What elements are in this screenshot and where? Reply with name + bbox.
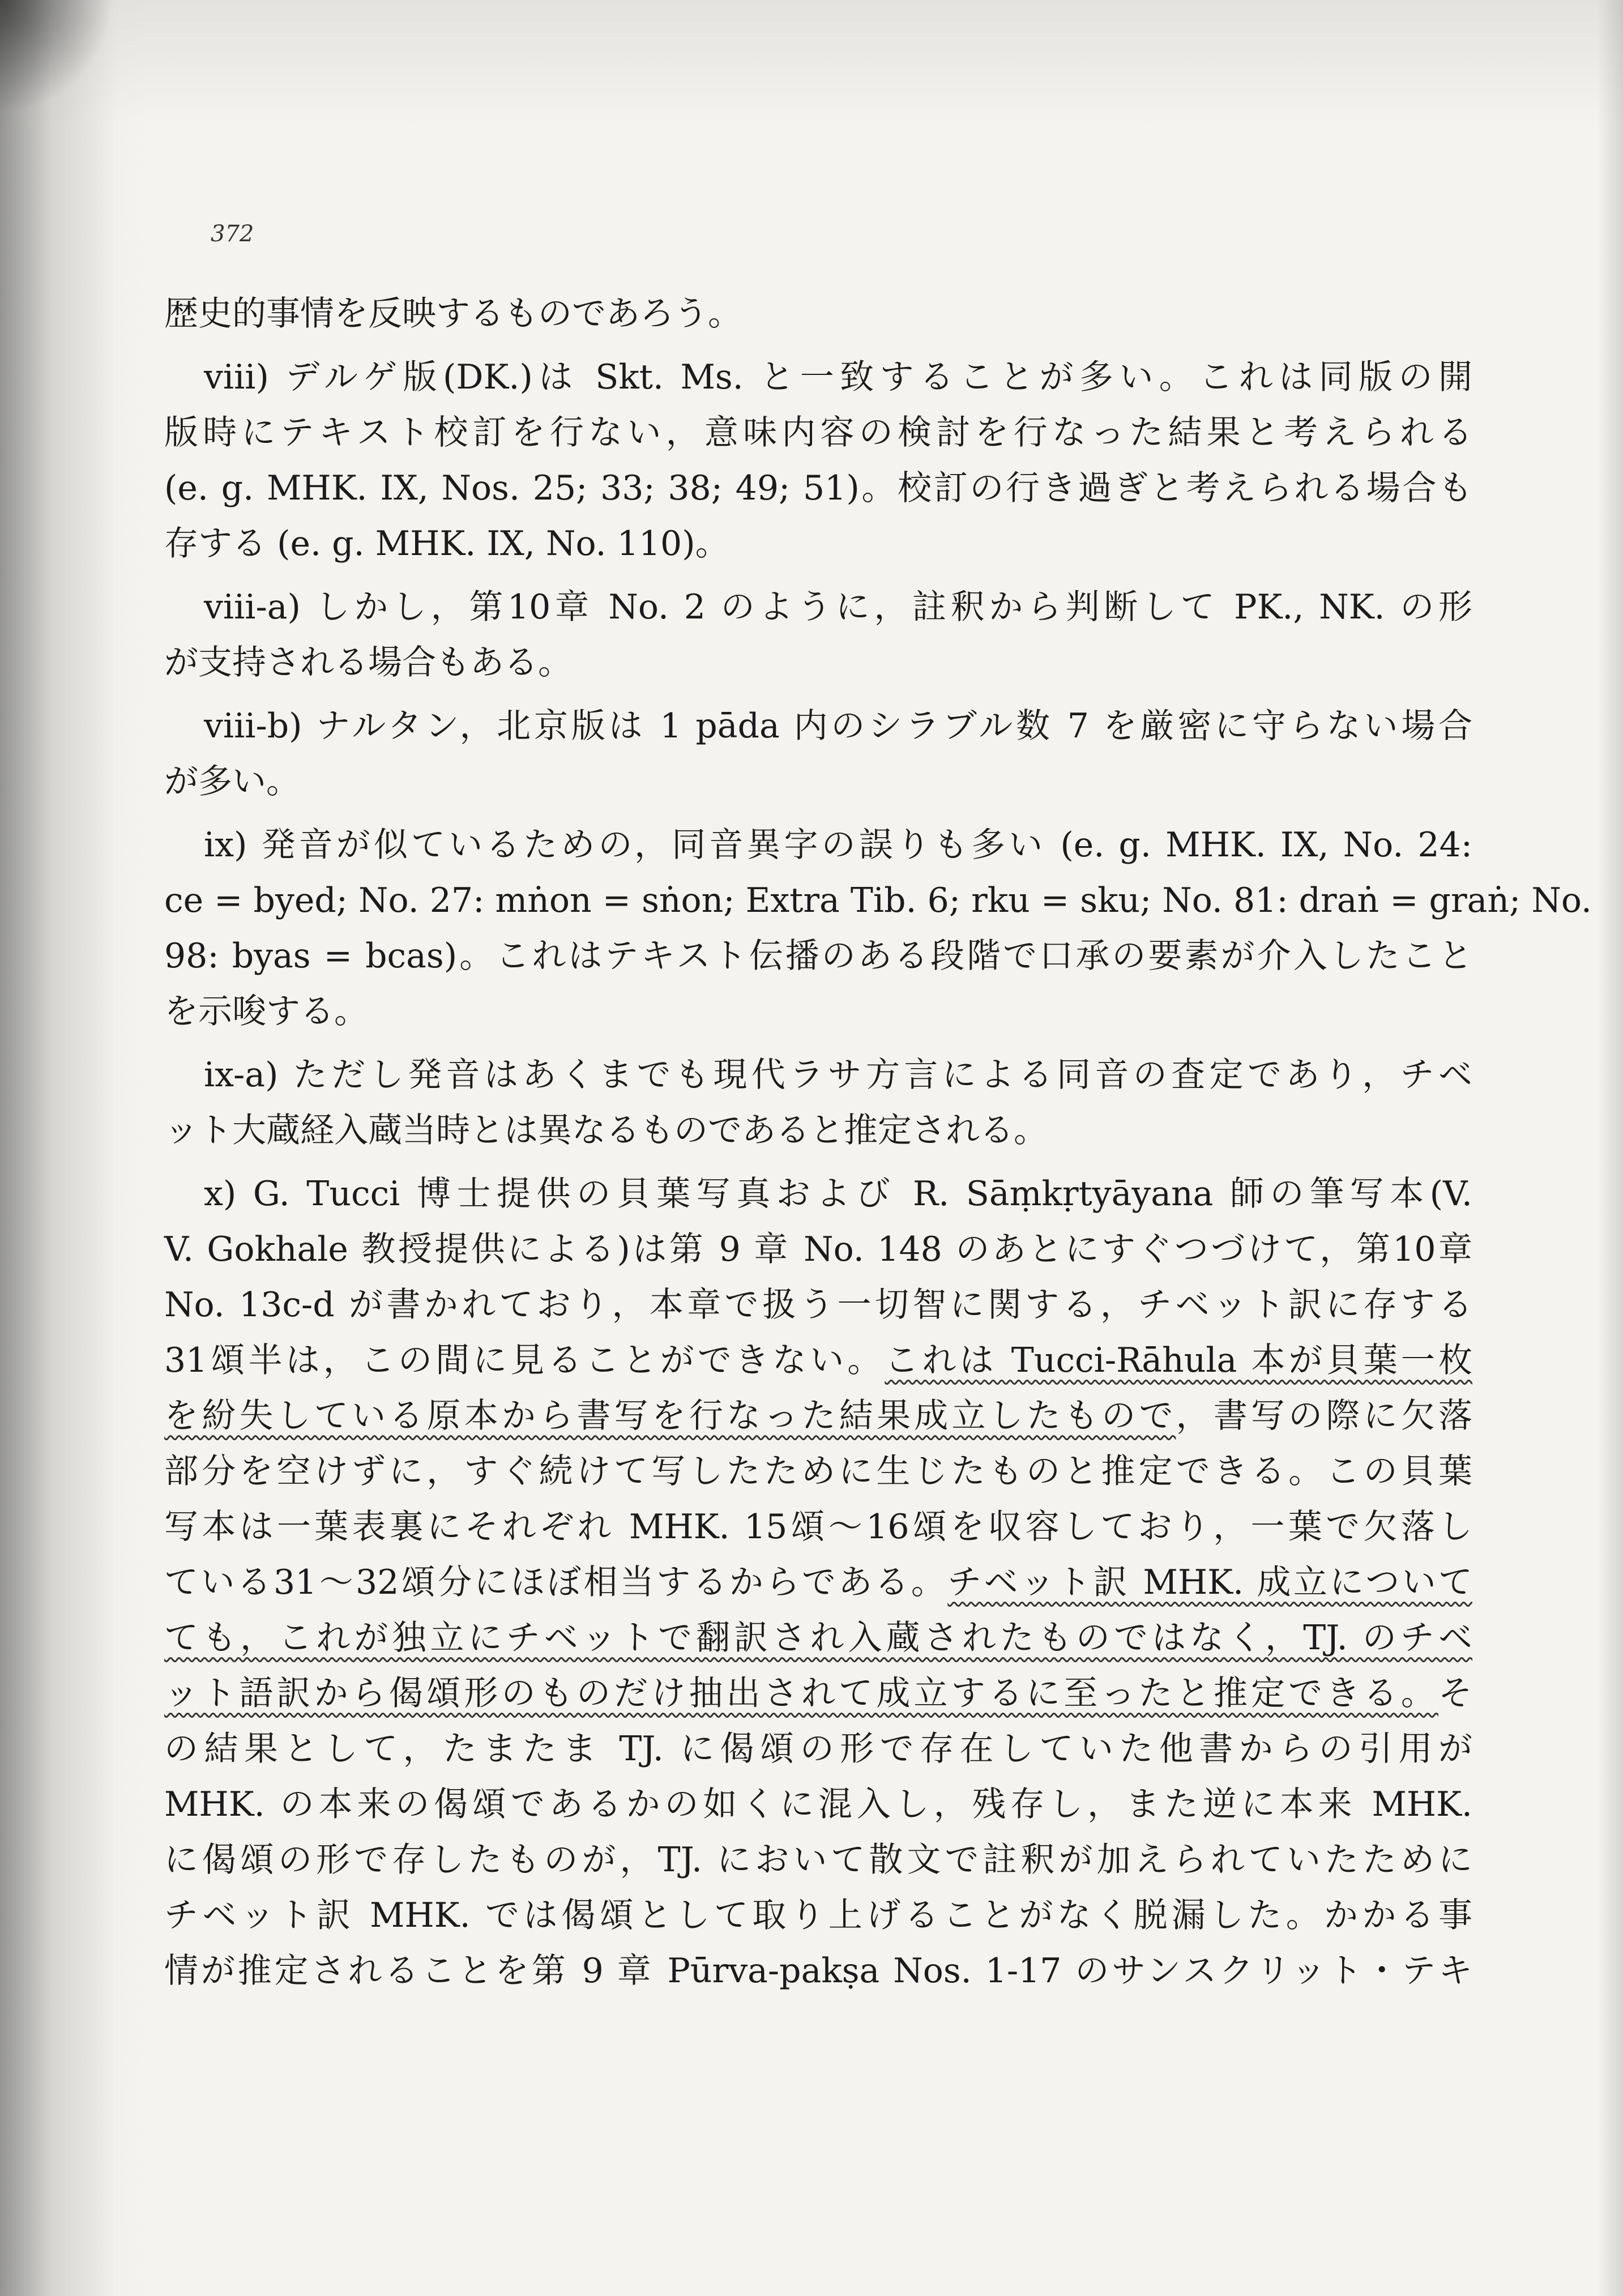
- text-line: [164, 1333, 1472, 1388]
- text-line: ット大蔵経入蔵当時とは異なるものであると推定される。: [164, 1111, 1048, 1150]
- text-line: 存する (e. g. MHK. IX, No. 110)。: [164, 524, 729, 564]
- text-line: を示唆する。: [164, 992, 368, 1031]
- text-line: 版時にテキスト校訂を行ない，意味内容の検討を行なった結果と考えられる: [164, 413, 1472, 453]
- text-line: [164, 1388, 1472, 1444]
- underlined-segment: チベット訳 MHK. 成立について: [947, 1563, 1472, 1602]
- text-line: の結果として，たまたま TJ. に偈頌の形で存在していた他書からの引用が: [164, 1729, 1472, 1769]
- text-line: viii-b) ナルタン，北京版は 1 pāda 内のシラブル数 7 を厳密に守らない場合: [204, 706, 1472, 746]
- text-line: が支持される場合もある。: [164, 643, 572, 682]
- text-line: [164, 1666, 1472, 1721]
- underlined-segment: ても，これが独立にチベットで翻訳され入蔵されたものではなく，TJ. のチベ: [164, 1618, 1472, 1658]
- scan-edge-right: [1597, 0, 1623, 2296]
- text-line: MHK. の本来の偈頌であるかの如くに混入し，残存し，また逆に本来 MHK.: [164, 1785, 1472, 1824]
- text-line: チベット訳 MHK. では偈頌として取り上げることがなく脱漏した。かかる事: [164, 1896, 1472, 1935]
- text-line: viii-a) しかし，第10章 No. 2 のように，註釈から判断して PK., NK. の形: [204, 587, 1472, 627]
- text-line: [164, 1610, 1472, 1666]
- underlined-segment: を紛失している原本から書写を行なった結果成立したもので: [164, 1396, 1176, 1436]
- plain-segment: そ: [1438, 1674, 1472, 1713]
- text-line: viii) デルゲ版(DK.)は Skt. Ms. と一致することが多い。これは同版の開: [204, 357, 1472, 397]
- text-line: 98: byas = bcas)。これはテキスト伝播のある段階で口承の要素が介入したこと: [164, 936, 1472, 976]
- text-body: [164, 286, 1592, 1999]
- text-line: に偈頌の形で存したものが，TJ. において散文で註釈が加えられていたために: [164, 1840, 1472, 1880]
- text-line: 情が推定されることを第 9 章 Pūrva-pakṣa Nos. 1-17 のサンスクリット・テキ: [164, 1951, 1472, 1991]
- plain-segment: ている31〜32頌分にほぼ相当するからである。: [164, 1563, 948, 1602]
- text-line: ix-a) ただし発音はあくまでも現代ラサ方言による同音の査定であり，チベ: [204, 1055, 1472, 1095]
- text-line: No. 13c-d が書かれており，本章で扱う一切智に関する，チベット訳に存する: [164, 1285, 1472, 1325]
- scan-shadow-left: [0, 0, 147, 2296]
- underlined-segment: ット語訳から偈頌形のものだけ抽出されて成立するに至ったと推定できる。: [164, 1674, 1438, 1713]
- text-line: V. Gokhale 教授提供による)は第 9 章 No. 148 のあとにすぐつづけて，第10章: [164, 1230, 1472, 1269]
- text-line: 歴史的事情を反映するものであろう。: [164, 294, 742, 334]
- text-line: ce = byed; No. 27: mṅon = sṅon; Extra Tib. 6; rku = sku; No. 81: draṅ = graṅ; No.: [164, 881, 1592, 920]
- scan-shadow-corner: [0, 0, 113, 113]
- text-line: [164, 1555, 1472, 1610]
- text-line: (e. g. MHK. IX, Nos. 25; 33; 38; 49; 51)。校訂の行き過ぎと考えられる場合も: [164, 468, 1472, 508]
- plain-segment: ，書写の際に欠落: [1176, 1396, 1472, 1436]
- text-line: ix) 発音が似ているための，同音異字の誤りも多い (e. g. MHK. IX, No. 24:: [204, 825, 1472, 865]
- text-line: 写本は一葉表裏にそれぞれ MHK. 15頌〜16頌を収容しており，一葉で欠落し: [164, 1507, 1472, 1547]
- text-line: x) G. Tucci 博士提供の貝葉写真および R. Sāṃkṛtyāyana 師の筆写本(V.: [204, 1174, 1472, 1214]
- underlined-segment: これは Tucci-Rāhula 本が貝葉一枚: [885, 1341, 1472, 1380]
- page-number: 372: [211, 221, 254, 247]
- text-line: 部分を空けずに，すぐ続けて写したために生じたものと推定できる。この貝葉: [164, 1452, 1472, 1491]
- plain-segment: 31頌半は，この間に見ることができない。: [164, 1341, 885, 1380]
- text-line: が多い。: [164, 762, 300, 801]
- scan-shadow-top: [0, 0, 1623, 125]
